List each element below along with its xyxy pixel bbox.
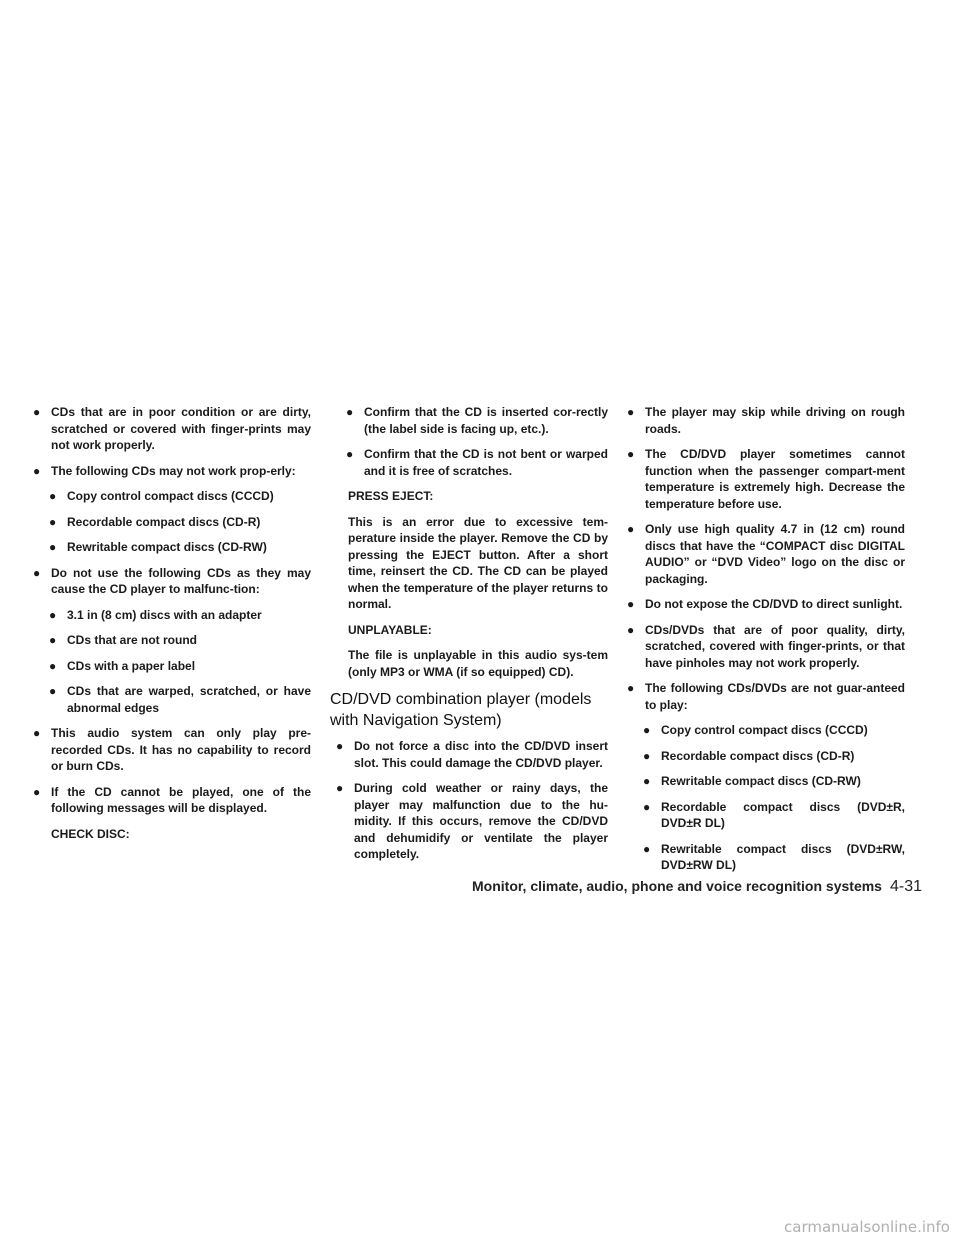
bullet-icon: ● <box>49 633 57 647</box>
bullet-icon: ● <box>49 514 57 529</box>
watermark: carmanualsonline.info <box>784 1218 950 1236</box>
list-item: ● CDs that are in poor condition or are dirty, scratched or covered with finger-prints may not work properly. <box>33 405 311 452</box>
sub-list-item: ● Rewritable compact discs (CD-RW) <box>643 774 861 788</box>
sub-list-item: ● CDs that are warped, scratched, or have abnormal edges <box>49 684 311 715</box>
sub-list-item: ● CDs with a paper label <box>49 658 196 673</box>
message-label-check-disc: CHECK DISC: <box>51 826 130 841</box>
bullet-icon: ● <box>643 841 651 856</box>
column-right <box>627 404 905 883</box>
column-left <box>33 404 311 851</box>
list-item: ● Do not use the following CDs as they may cause the CD player to malfunc-tion: <box>33 565 311 596</box>
bullet-icon: ● <box>627 622 635 637</box>
bullet-icon: ● <box>336 739 344 753</box>
message-text-press-eject: This is an error due to excessive tem-perature inside the player. Remove the CD by pressing the EJECT button. After a short time, reinsert the CD. The CD can be played when the temperature of the player returns to normal. <box>348 514 608 611</box>
bullet-icon: ● <box>33 784 41 799</box>
footer-section-title: Monitor, climate, audio, phone and voice recognition systems <box>472 878 882 894</box>
list-item: ● Do not expose the CD/DVD to direct sunlight. <box>627 597 903 611</box>
bullet-icon: ● <box>627 681 635 695</box>
list-item: ● If the CD cannot be played, one of the following messages will be displayed. <box>33 784 311 815</box>
list-item: ● CDs/DVDs that are of poor quality, dirty, scratched, covered with finger-prints, or that have pinholes may not work properly. <box>627 622 905 670</box>
sub-list-item: ● Recordable compact discs (CD-R) <box>49 514 261 529</box>
message-label-unplayable: UNPLAYABLE: <box>348 622 432 637</box>
bullet-icon: ● <box>49 607 57 622</box>
sub-list-item: ● Recordable compact discs (CD-R) <box>643 748 855 763</box>
sub-list-item: ● Recordable compact discs (DVD±R, DVD±R DL) <box>643 799 905 830</box>
list-item: ● Only use high quality 4.7 in (12 cm) round discs that have the “COMPACT disc DIGITAL AUDIO” or “DVD Video” logo on the disc or packaging. <box>627 522 905 586</box>
bullet-icon: ● <box>627 597 635 611</box>
bullet-icon: ● <box>627 522 635 536</box>
bullet-icon: ● <box>49 489 57 503</box>
list-item: ● This audio system can only play pre-recorded CDs. It has no capability to record or burn CDs. <box>33 726 311 773</box>
list-item: ● The CD/DVD player sometimes cannot function when the passenger compart-ment temperature is extremely high. Decrease the temperature before use. <box>627 447 905 511</box>
bullet-icon: ● <box>33 726 41 740</box>
section-heading: CD/DVD combination player (models with Navigation System) <box>330 691 592 729</box>
sub-list-item: ● Rewritable compact discs (DVD±RW, DVD±RW DL) <box>643 841 905 872</box>
sub-list-item: ● CDs that are not round <box>49 633 198 647</box>
page-footer <box>0 878 922 896</box>
list-item: ● The following CDs/DVDs are not guar-anteed to play: <box>627 681 905 712</box>
bullet-icon: ● <box>627 405 635 419</box>
bullet-icon: ● <box>643 748 651 763</box>
bullet-icon: ● <box>643 799 651 814</box>
bullet-icon: ● <box>49 658 57 673</box>
message-text-unplayable: The file is unplayable in this audio sys-tem (only MP3 or WMA (if so equipped) CD). <box>348 648 608 679</box>
bullet-icon: ● <box>346 405 354 419</box>
list-item: ● Do not force a disc into the CD/DVD insert slot. This could damage the CD/DVD player. <box>336 739 608 770</box>
list-item: ● The player may skip while driving on rough roads. <box>627 405 905 436</box>
bullet-icon: ● <box>627 447 635 461</box>
sub-list-item: ● Copy control compact discs (CCCD) <box>643 723 868 737</box>
list-item: ● During cold weather or rainy days, the player may malfunction due to the hu-midity. If this occurs, remove the CD/DVD and dehumidify or ventilate the player completely. <box>336 781 608 861</box>
bullet-icon: ● <box>336 781 344 795</box>
sub-list-item: ● Copy control compact discs (CCCD) <box>49 489 274 503</box>
sub-list-item: ● Rewritable compact discs (CD-RW) <box>49 540 267 554</box>
bullet-icon: ● <box>643 774 651 788</box>
bullet-icon: ● <box>33 463 41 478</box>
sub-list-item: ● Confirm that the CD is not bent or warped and it is free of scratches. <box>346 447 608 478</box>
bullet-icon: ● <box>346 447 354 461</box>
bullet-icon: ● <box>49 684 57 698</box>
column-middle <box>330 404 608 872</box>
bullet-icon: ● <box>643 723 651 737</box>
message-label-press-eject: PRESS EJECT: <box>348 489 434 503</box>
bullet-icon: ● <box>49 540 57 554</box>
list-item: ● The following CDs may not work prop-erly: <box>33 463 296 478</box>
page-number: 4-31 <box>889 878 922 895</box>
sub-list-item: ● Confirm that the CD is inserted cor-rectly (the label side is facing up, etc.). <box>346 405 608 436</box>
sub-list-item: ● 3.1 in (8 cm) discs with an adapter <box>49 607 262 622</box>
bullet-icon: ● <box>33 565 41 580</box>
bullet-icon: ● <box>33 405 41 419</box>
